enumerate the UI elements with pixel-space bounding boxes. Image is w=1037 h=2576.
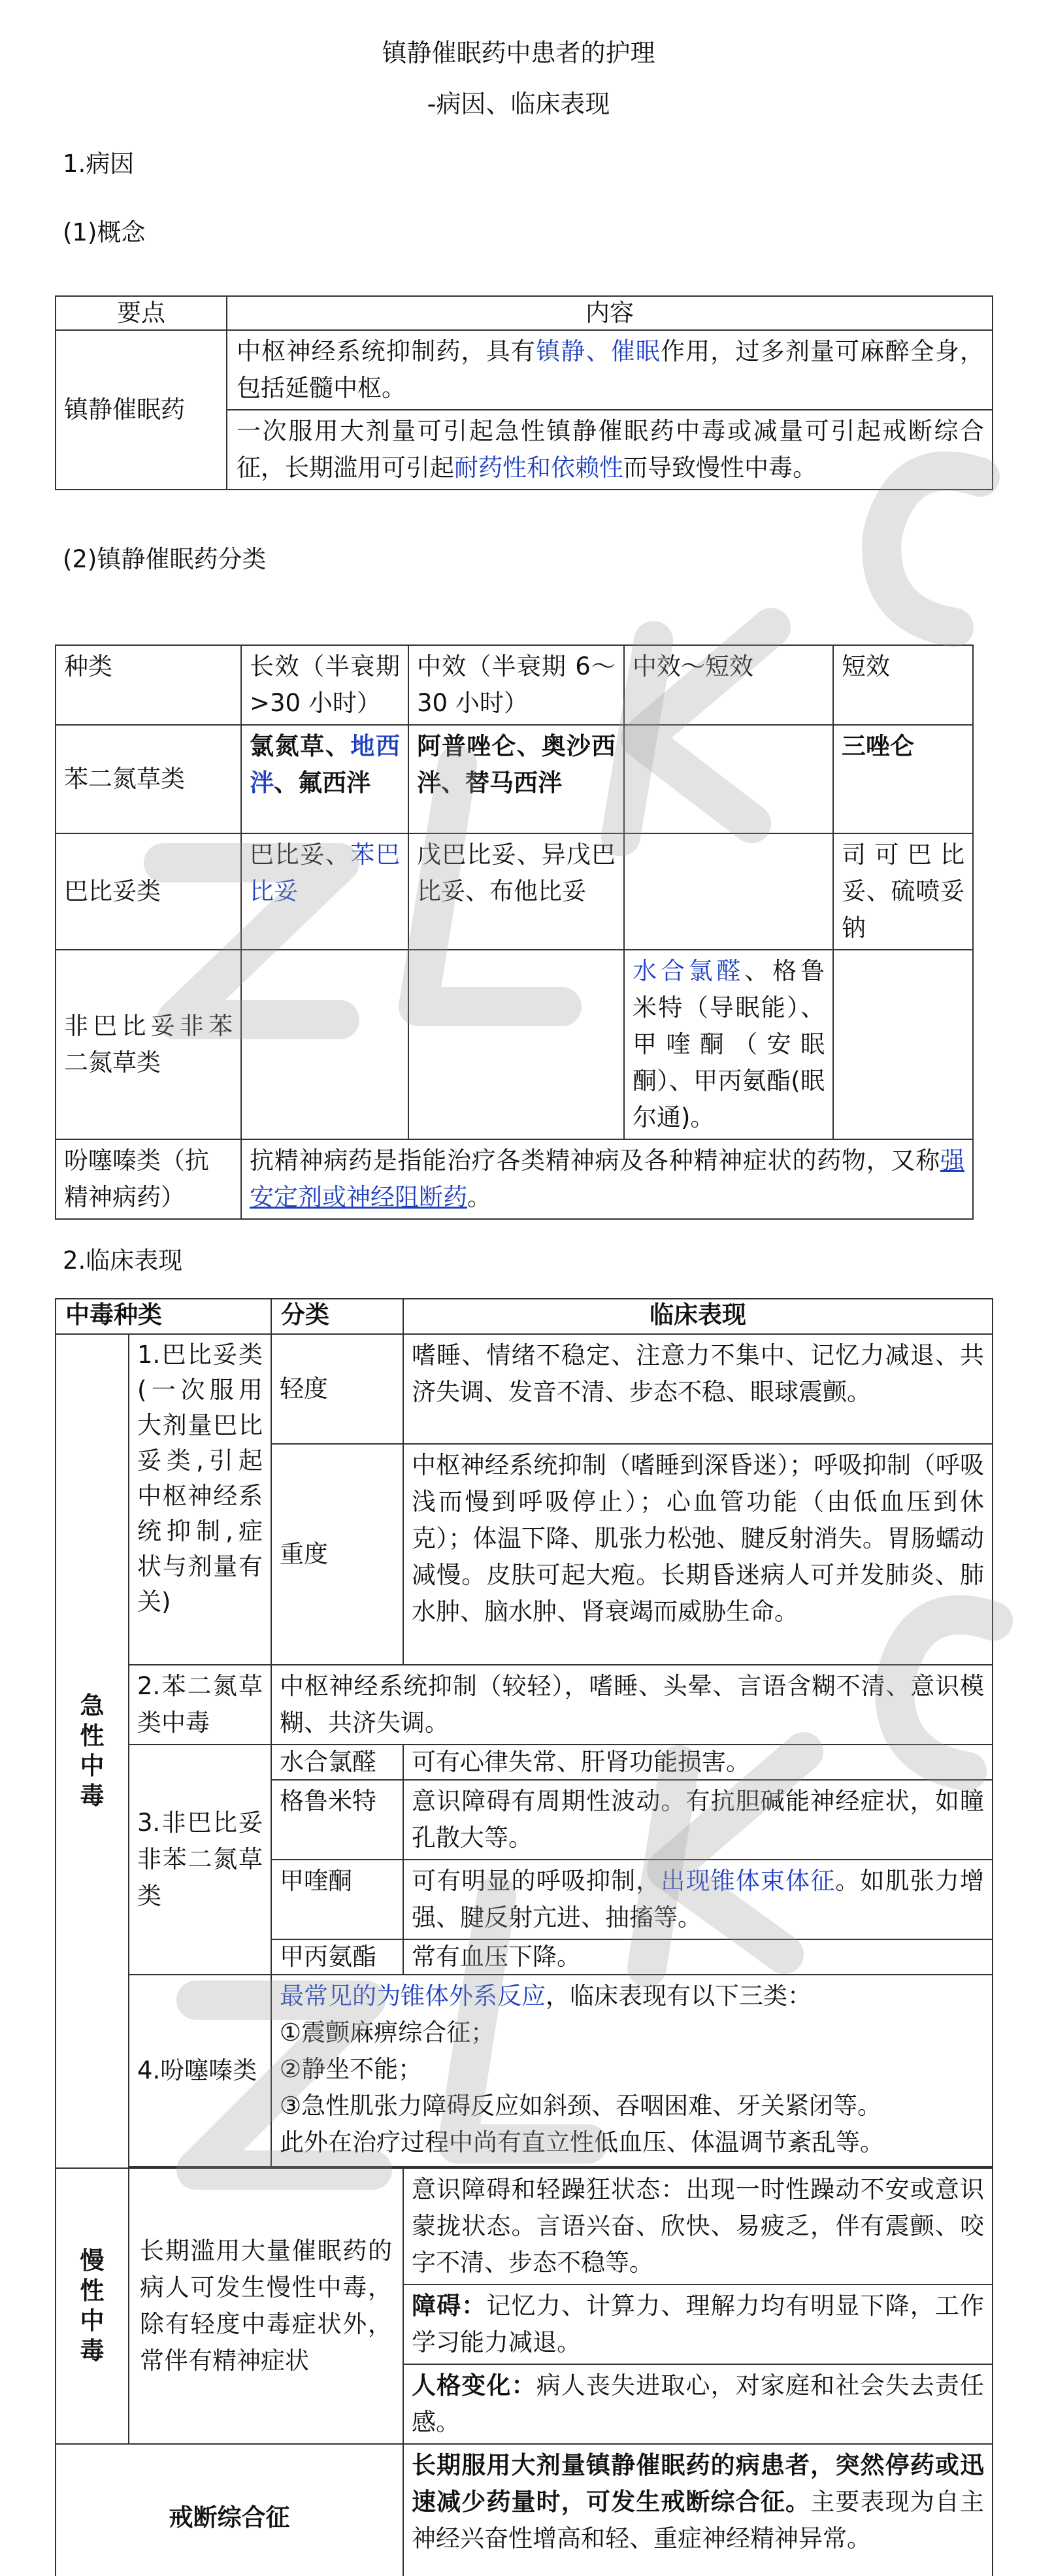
benzo-long-c: 、氟西泮 [274, 769, 370, 797]
benzo-poison-text: 中枢神经系统抑制（较轻），嗜睡、头晕、言语含糊不清、意识模糊、共济失调。 [271, 1665, 993, 1745]
pheno-item-1: ①震颤麻痹综合征； [280, 2018, 495, 2047]
page-title: 镇静催眠药中患者的护理 [382, 39, 655, 67]
pheno-item-2: ②静坐不能； [280, 2055, 423, 2083]
severe-text: 中枢神经系统抑制（嗜睡到深昏迷）；呼吸抑制（呼吸浅而慢到呼吸停止）；心血管功能（由低血压到休克）；体温下降、肌张力松弛、腱反射消失。胃肠蠕动减慢。皮肤可起大疱。长期昏迷病人可并发肺炎、肺水肿、脑水肿、肾衰竭而威胁生命。 [403, 1444, 993, 1665]
header-poison-type: 中毒种类 [56, 1299, 271, 1334]
withdrawal-label: 戒断综合征 [56, 2444, 403, 2576]
concept-text-1c: 作用，过多剂量可麻醉全身，包括延髓中枢。 [237, 337, 985, 402]
barb-mid-short [624, 833, 833, 950]
chronic-item-1-title: 意识障碍和轻躁狂状态： [412, 2175, 686, 2203]
chronic-item-2 [403, 2284, 993, 2364]
subheading-classification: (2)镇静催眠药分类 [63, 545, 267, 573]
pheno-highlight: 最常见的为锥体外系反应 [280, 1982, 546, 2010]
non-mid [408, 950, 624, 1139]
table-row [56, 1745, 993, 1780]
non-mid-short [624, 950, 833, 1139]
header-mid-short-acting: 中效～短效 [624, 645, 833, 725]
chronic-item-2-text: 记忆力、计算力、理解力均有明显下降，工作学习能力减退。 [412, 2292, 985, 2356]
glut-label: 格鲁米特 [271, 1780, 403, 1860]
table-row [56, 725, 973, 833]
chronic-item-2-title: 障碍： [412, 2292, 487, 2320]
row-label-sedative: 镇静催眠药 [56, 330, 227, 490]
header-long-acting: 长效（半衰期>30 小时） [241, 645, 408, 725]
chronic-item-3-text: 病人丧失进取心，对家庭和社会失去责任感。 [412, 2371, 985, 2436]
chronic-description: 长期滥用大量催眠药的病人可发生慢性中毒，除有轻度中毒症状外，常伴有精神症状 [129, 2168, 403, 2444]
header-content: 内容 [227, 296, 993, 330]
page-subtitle: -病因、临床表现 [427, 90, 610, 118]
mepro-text: 常有血压下降。 [403, 1939, 993, 1975]
non-short [833, 950, 973, 1139]
header-category: 分类 [271, 1299, 403, 1334]
glut-text: 意识障碍有周期性波动。有抗胆碱能神经症状，如瞳孔散大等。 [403, 1780, 993, 1860]
type-barbiturate: 巴比妥类 [56, 833, 241, 950]
pheno-intro-text: ，临床表现有以下三类： [546, 1982, 812, 2010]
concept-cell-2 [227, 410, 993, 490]
concept-highlight-2: 耐药性和依赖性 [454, 454, 623, 482]
methaq-highlight: 出现锥体束体征 [661, 1867, 836, 1895]
section-heading-clinical: 2.临床表现 [63, 1246, 183, 1275]
methaq-text [403, 1860, 993, 1939]
chronic-item-3-title: 人格变化： [412, 2371, 536, 2400]
pheno-desc-highlight: 强安定剂或神经阻断药 [250, 1146, 964, 1211]
methaq-text-a: 可有明显的呼吸抑制， [412, 1867, 661, 1895]
concept-text-1a: 中枢神经系统抑制药，具有 [237, 337, 536, 365]
type-benzodiazepine: 苯二氮草类 [56, 725, 241, 833]
header-mid-acting: 中效（半衰期 6～30 小时） [408, 645, 624, 725]
mild-label: 轻度 [271, 1334, 403, 1444]
non-poison-label: 3.非巴比妥 非苯二氮草类 [129, 1745, 271, 1975]
pheno-item-4: 此外在治疗过程中尚有直立性低血压、体温调节紊乱等。 [280, 2128, 884, 2156]
methaq-label: 甲喹酮 [271, 1860, 403, 1939]
methaq-text-c: 。如肌张力增强、腱反射亢进、抽搐等。 [412, 1867, 985, 1932]
benzo-long [241, 725, 408, 833]
header-type: 种类 [56, 645, 241, 725]
concept-text-2a: 一次服用大剂量可引起急性镇静催眠药中毒或减量可引起戒断综合征，长期滥用可引起 [237, 417, 984, 482]
pheno-desc-a: 抗精神病药是指能治疗各类精神病及各种精神症状的药物，又称 [250, 1146, 940, 1175]
concept-text-2c: 而导致慢性中毒。 [623, 454, 817, 482]
mepro-label: 甲丙氨酯 [271, 1939, 403, 1975]
barb-long-a: 巴比妥、 [250, 841, 351, 869]
chronic-item-3 [403, 2364, 993, 2444]
benzo-poison-label: 2.苯二氮草类中毒 [129, 1665, 271, 1745]
table-header-row [56, 296, 993, 330]
benzo-mid-short [624, 725, 833, 833]
table-row [56, 950, 973, 1139]
header-short-acting: 短效 [833, 645, 973, 725]
barb-long [241, 833, 408, 950]
pheno-poison-label: 4.吩噻嗪类 [129, 1975, 271, 2167]
table-row [56, 2168, 993, 2284]
chloral-label: 水合氯醛 [271, 1745, 403, 1780]
table-header-row [56, 645, 973, 725]
non-highlight: 水合氯醛 [633, 957, 745, 985]
chronic-poisoning-label [56, 2168, 129, 2444]
subheading-concept: (1)概念 [63, 218, 146, 246]
withdrawal-text-b: 主要表现为自主神经兴奋性增高和轻、重症神经精神异常。 [412, 2488, 985, 2552]
withdrawal-text [403, 2444, 993, 2576]
table-row [56, 833, 973, 950]
barb-short: 司可巴比妥、硫喷妥钠 [833, 833, 973, 950]
type-non-barb-non-benzo: 非巴比妥非苯二氮草类 [56, 950, 241, 1139]
barb-mid: 戊巴比妥、异戊巴比妥、布他比妥 [408, 833, 624, 950]
table-header-row [56, 1299, 993, 1334]
chronic-item-1-text: 出现一时性躁动不安或意识蒙拢状态。言语兴奋、欣快、易疲乏，伴有震颤、咬字不清、步态不稳等。 [412, 2175, 984, 2277]
barb-long-highlight: 苯巴比妥 [250, 841, 401, 905]
benzo-short: 三唑仑 [833, 725, 973, 833]
barb-poison-label: 1.巴比妥类(一次服用大剂量巴比妥类,引起中枢神经系统抑制,症状与剂量有关) [129, 1334, 271, 1665]
table-row [56, 1139, 973, 1219]
table-row [56, 1975, 993, 2167]
chronic-item-1 [403, 2168, 993, 2284]
non-long [241, 950, 408, 1139]
pheno-item-3: ③急性肌张力障碍反应如斜颈、吞咽困难、牙关紧闭等。 [280, 2092, 882, 2120]
pheno-intro [280, 1978, 984, 2015]
pheno-description [241, 1139, 973, 1219]
type-phenothiazine: 吩噻嗪类（抗精神病药） [56, 1139, 241, 1219]
benzo-long-highlight: 地西泮 [250, 732, 401, 797]
chloral-text: 可有心律失常、肝肾功能损害。 [403, 1745, 993, 1780]
header-manifestation: 临床表现 [403, 1299, 993, 1334]
pheno-poison-text [271, 1975, 993, 2167]
concept-highlight-1: 镇静、催眠 [536, 337, 661, 365]
table-row [56, 1334, 993, 1444]
chronic-label-text: 慢性中毒 [80, 2247, 105, 2365]
clinical-table [55, 1298, 993, 2576]
concept-cell-1 [227, 330, 993, 410]
benzo-mid: 阿普唑仑、奥沙西泮、替马西泮 [408, 725, 624, 833]
section-heading-causes: 1.病因 [63, 150, 135, 178]
benzo-long-a: 氯氮草、 [250, 732, 351, 760]
acute-poisoning-label [56, 1334, 129, 2168]
severe-label: 重度 [271, 1444, 403, 1665]
header-key-points: 要点 [56, 296, 227, 330]
acute-label-text: 急性中毒 [80, 1692, 105, 1810]
mild-text: 嗜睡、情绪不稳定、注意力不集中、记忆力减退、共济失调、发音不清、步态不稳、眼球震颤。 [403, 1334, 993, 1444]
table-row [56, 1665, 993, 1745]
concept-table [55, 295, 993, 490]
non-mid-short-text: 、格鲁米特（导眠能）、甲喹酮（安眠酮）、甲丙氨酯(眠尔通)。 [633, 957, 825, 1131]
table-row [56, 2444, 993, 2576]
classification-table [55, 644, 974, 1220]
table-row [56, 330, 993, 410]
pheno-desc-c: 。 [467, 1183, 491, 1211]
withdrawal-text-a: 长期服用大剂量镇静催眠药的病患者，突然停药或迅速减少药量时，可发生戒断综合征。 [412, 2451, 984, 2516]
watermark-stroke [881, 471, 980, 627]
